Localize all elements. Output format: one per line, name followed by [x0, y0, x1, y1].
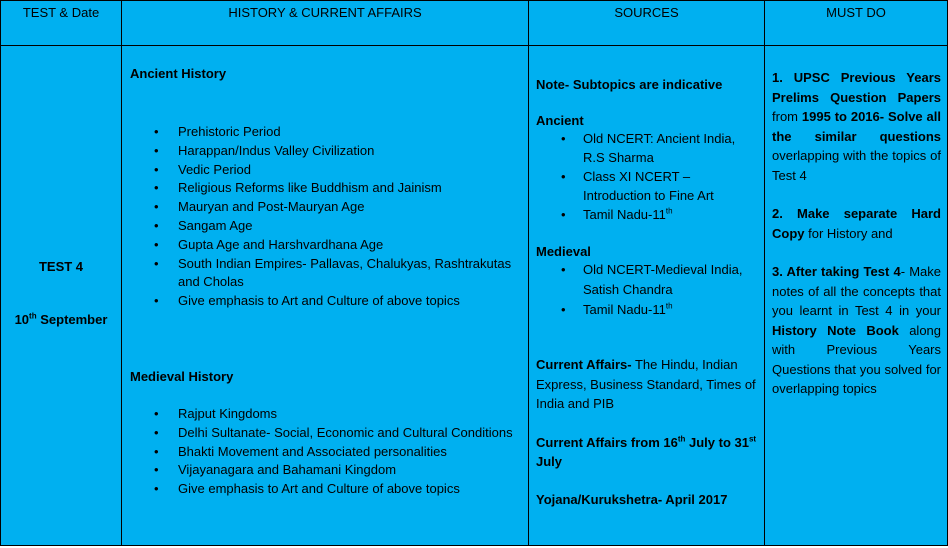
yojana-source: Yojana/Kurukshetra- April 2017 [536, 491, 728, 507]
medieval-history-title: Medieval History [130, 368, 234, 384]
list-item: • Delhi Sultanate- Social, Economic and Cultural Conditions [178, 424, 522, 443]
sources-medieval-title: Medieval [536, 244, 591, 259]
header-history: HISTORY & CURRENT AFFAIRS [122, 1, 529, 46]
list-item: • Tamil Nadu-11th [583, 300, 758, 320]
list-item: • Harappan/Indus Valley Civilization [178, 142, 522, 161]
list-item: • Sangam Age [178, 217, 522, 236]
list-item: • Give emphasis to Art and Culture of above topics [178, 480, 522, 499]
sources-ancient-list [536, 129, 758, 224]
history-cell [122, 46, 529, 546]
ancient-topic-list [130, 123, 522, 311]
ancient-history-title: Ancient History [130, 66, 227, 81]
header-must-do: MUST DO [765, 1, 948, 46]
list-item: • Old NCERT-Medieval India, Satish Chandra [583, 260, 758, 300]
list-item: • Vijayanagara and Bahamani Kingdom [178, 461, 522, 480]
list-item: • Gupta Age and Harshvardhana Age [178, 236, 522, 255]
must-do-item-3: 3. After taking Test 4- Make notes of all the concepts that you learnt in Test 4 in your History Note Book along with Previous Years Questions that you solved for overlapping topics [772, 264, 942, 396]
current-affairs-sources: Current Affairs- The Hindu, Indian Express, Business Standard, Times of India and PIB [536, 357, 756, 411]
list-item: • Give emphasis to Art and Culture of above topics [178, 292, 522, 311]
list-item: • South Indian Empires- Pallavas, Chalukyas, Rashtrakutas and Cholas [178, 255, 522, 293]
list-item: • Prehistoric Period [178, 123, 522, 142]
sources-ancient-title: Ancient [536, 113, 584, 128]
sources-cell [529, 46, 765, 546]
list-item: • Religious Reforms like Buddhism and Jainism [178, 179, 522, 198]
list-item: • Tamil Nadu-11th [583, 205, 758, 224]
list-item: • Mauryan and Post-Mauryan Age [178, 198, 522, 217]
list-item: • Old NCERT: Ancient India, R.S Sharma [583, 129, 758, 167]
list-item: • Class XI NCERT – Introduction to Fine Art [583, 167, 758, 205]
current-affairs-period: Current Affairs from 16th July to 31st July [536, 434, 757, 469]
header-sources: SOURCES [529, 1, 765, 46]
test-date: 10th September [14, 311, 108, 327]
must-do-item-1: 1. UPSC Previous Years Prelims Question Papers from 1995 to 2016- Solve all the similar questions overlapping with the topics of Test 4 [772, 70, 941, 183]
list-item: • Bhakti Movement and Associated personalities [178, 443, 522, 462]
list-item: • Vedic Period [178, 161, 522, 180]
list-item: • Rajput Kingdoms [178, 405, 522, 424]
test-row [1, 46, 948, 546]
must-do-cell [765, 46, 948, 546]
test-date-cell [1, 46, 122, 546]
header-test-date: TEST & Date [1, 1, 122, 46]
must-do-item-2: 2. Make separate Hard Copy for History and [772, 206, 941, 241]
header-row [1, 1, 948, 46]
test-name: TEST 4 [38, 258, 84, 274]
sources-note: Note- Subtopics are indicative [536, 77, 723, 92]
sources-medieval-list [536, 260, 758, 320]
medieval-topic-list [130, 405, 522, 499]
